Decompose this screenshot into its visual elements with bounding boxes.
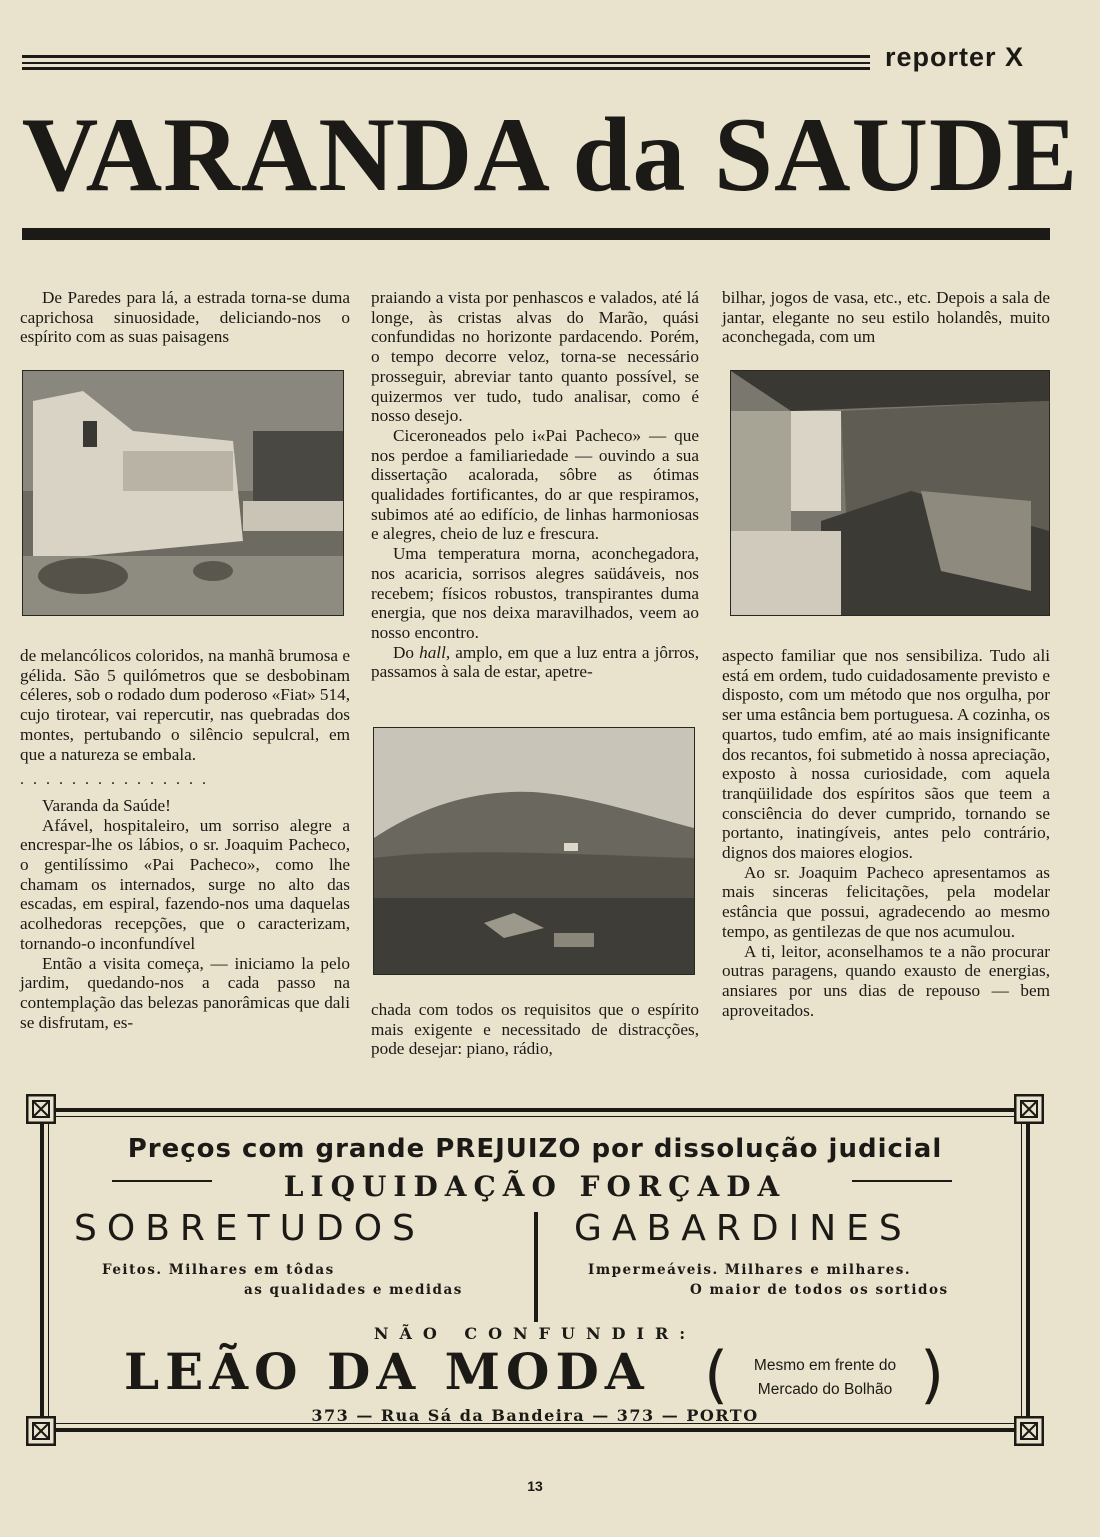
photo-landscape: [373, 727, 695, 975]
paragraph: [371, 643, 699, 682]
italic-word: hall,: [419, 642, 451, 662]
paragraph: chada com todos os requisitos que o espírito mais exigente e necessitado de distracções, pode desejar: piano, rádio,: [371, 1000, 699, 1059]
page-number: 13: [527, 1478, 543, 1494]
paragraph: bilhar, jogos de vasa, etc., etc. Depois a sala de jantar, elegante no seu estilo holandês, muito aconchegada, com um: [722, 288, 1050, 347]
ad-location: [730, 1354, 920, 1402]
ad-subheadline: LIQUIDAÇÃO FORÇADA: [283, 1170, 787, 1203]
text: Do: [393, 642, 420, 662]
ad-product-right: GABARDINES: [574, 1208, 912, 1249]
paragraph: Ciceroneados pelo i«Pai Pacheco» — que nos perdoe a familiariedade — ouvindo a sua dissertação acalorada, sôbre as ótimas qualidades fortificantes, do ar que respiramos, subimos até ao edifício, de linhas harmoniosas e alegres, cheio de luz e frescura.: [371, 425, 699, 544]
corner-ornament-icon: [26, 1094, 56, 1124]
paragraph: praiando a vista por penhascos e valados, até lá longe, às cristas alvas do Marão, quási confundidas no horizonte pardacendo. Porém, o tempo decorre veloz, torna-se necessário prosseguir, abreviar tanto quanto possível, se quizermos ver tudo, tudo analisar, como é nosso desejo.: [371, 288, 699, 426]
text: amplo, em que a luz entra a jôrros, passamos à sala de estar, apetre-: [371, 642, 699, 682]
ad-right-detail-2: O maior de todos os sortidos: [690, 1282, 949, 1298]
header-rules: [22, 55, 870, 71]
title-rule: [22, 228, 1050, 240]
ad-right-detail-1: Impermeáveis. Milhares e milhares.: [588, 1262, 912, 1278]
ad-paren-left: (: [704, 1338, 729, 1411]
paragraph: aspecto familiar que nos sensibiliza. Tudo ali está em ordem, tudo cuidadosamente previsto e disposto, com um método que nos orgulha, por ser uma estância bem portuguesa. A cozinha, os quartos, tudo emfim, até ao mais insignificante dos recantos, foi submetido à nossa apreciação, exposto à nossa curiosidade, com aquela tranqüilidade dos espíritos sãos que teem a consciência do dever cumprido, tornando se portanto, inatingíveis, antes pelo contrário, dignos dos maiores elogios.: [722, 646, 1050, 863]
photo-building: [22, 370, 344, 616]
paragraph: Varanda da Saúde!: [42, 795, 171, 815]
column-2-top: [371, 288, 699, 682]
column-2-bottom: [371, 1000, 699, 1059]
ad-location-line-1: Mesmo em frente do: [753, 1357, 897, 1374]
column-3-top: [722, 288, 1050, 347]
ad-dash-right: [852, 1174, 952, 1192]
photo-veranda: [730, 370, 1050, 616]
publication-name: reporter X: [885, 42, 1025, 72]
paragraph: de melancólicos coloridos, na manhã brumosa e gélida. São 5 quilómetros que se desbobinam céleres, sob o rodado dum poderoso «Fiat» 514, cujo tirotear, vai repercutir, nas quebradas dos montes, pertubando o silêncio sepulcral, em que a natureza se embala.: [20, 646, 350, 764]
paragraph: A ti, leitor, aconselhamos te a não procurar outras paragens, quando exausto de energias, ansiares por uns dias de repouso — bem aproveitados.: [722, 941, 1050, 1020]
paragraph: Ao sr. Joaquim Pacheco apresentamos as mais sinceras felicitações, pela modelar estância que possui, agradecendo ao mesmo tempo, as gentilezas de que nos acumulou.: [722, 862, 1050, 941]
advertisement: [22, 1090, 1048, 1450]
ad-left-detail-1: Feitos. Milhares em tôdas: [102, 1262, 335, 1278]
page-title: VARANDA da SAUDE: [21, 96, 1079, 213]
ad-location-line-2: Mercado do Bolhão: [757, 1381, 893, 1398]
paragraph: Afável, hospitaleiro, um sorriso alegre a encrespar-lhe os lábios, o sr. Joaquim Pacheco, o gentilíssimo «Pai Pacheco», como lhe chamam os internados, surge no alto das escadas, em espiral, fazendo-nos uma daquelas acolhedoras recepções, que o caracterizam, tornando-o inconfundível: [20, 815, 350, 953]
ad-address: 373 — Rua Sá da Bandeira — 373 — PORTO: [311, 1406, 759, 1425]
ad-headline: Preços com grande PREJUIZO por dissolução judicial: [127, 1134, 943, 1164]
ad-left-detail-2: as qualidades e medidas: [244, 1282, 463, 1298]
ad-store-name: LEÃO DA MODA: [124, 1342, 650, 1401]
paragraph: Então a visita começa, — iniciamo la pelo jardim, quedando-nos a cada passo na contemplação das belezas panorâmicas que dali se disfrutam, es-: [20, 953, 350, 1032]
paragraph: Uma temperatura morna, aconchegadora, nos acaricia, sorrisos alegres saüdáveis, nos recebem; físicos robustos, transpirantes duma energia, que nos deixa maravilhados, veem ao nosso encontro.: [371, 544, 699, 642]
column-3-bottom: [722, 646, 1050, 1020]
paragraph: De Paredes para lá, a estrada torna-se duma caprichosa sinuosidade, deliciando-nos o espírito com as suas paisagens: [20, 288, 350, 347]
column-1-top: [20, 288, 350, 347]
ad-product-left: SOBRETUDOS: [74, 1208, 425, 1249]
separator-dots: ...............: [20, 771, 215, 789]
ad-warning: NÃO CONFUNDIR:: [373, 1324, 697, 1343]
column-1-bottom: [20, 646, 350, 1032]
ad-divider: [534, 1212, 538, 1322]
ad-paren-right: ): [920, 1338, 945, 1411]
corner-ornament-icon: [1014, 1094, 1044, 1124]
